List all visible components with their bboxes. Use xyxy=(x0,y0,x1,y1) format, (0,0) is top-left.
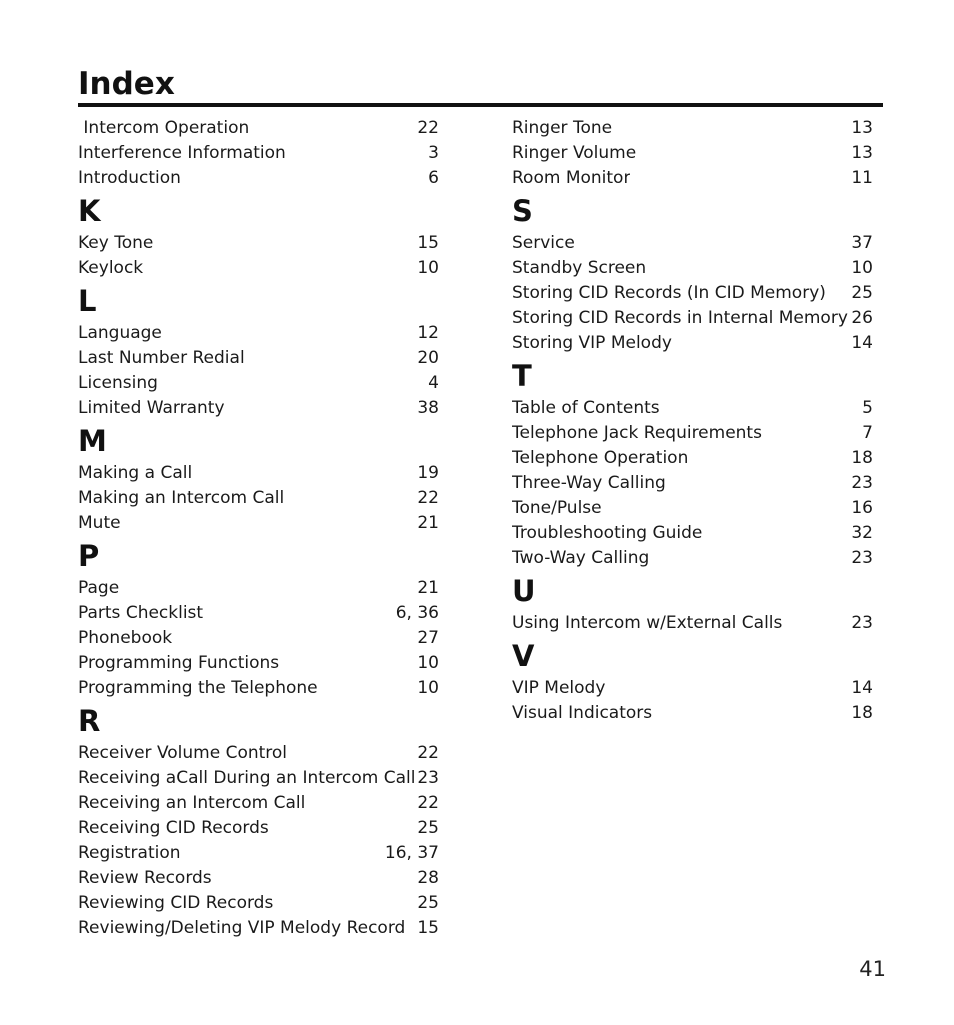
index-entry-name: Phonebook xyxy=(78,628,173,648)
index-entry xyxy=(512,281,873,306)
index-entry-page: 16, 37 xyxy=(384,843,439,863)
page-title: Index xyxy=(78,66,175,102)
index-entry xyxy=(78,461,439,486)
section-letter: U xyxy=(512,574,536,608)
index-entry-page: 25 xyxy=(417,893,439,913)
index-entry-name: Receiving CID Records xyxy=(78,818,269,838)
index-column-right xyxy=(512,116,873,726)
page-number: 41 xyxy=(859,957,886,981)
index-entry xyxy=(78,651,439,676)
index-entry-page: 32 xyxy=(851,523,873,543)
index-entry-page: 10 xyxy=(417,258,439,278)
section-letter: R xyxy=(78,704,101,738)
index-entry-name: Two-Way Calling xyxy=(512,548,650,568)
index-entry xyxy=(78,676,439,701)
index-entry xyxy=(512,166,873,191)
index-entry-name: Review Records xyxy=(78,868,212,888)
index-entry xyxy=(512,521,873,546)
index-entry-name: Key Tone xyxy=(78,233,154,253)
index-entry xyxy=(78,321,439,346)
index-entry xyxy=(512,421,873,446)
index-entry-page: 11 xyxy=(851,168,873,188)
index-entry-name: Room Monitor xyxy=(512,168,631,188)
index-entry xyxy=(512,471,873,496)
index-entry-name: Troubleshooting Guide xyxy=(512,523,703,543)
index-entry-name: Telephone Operation xyxy=(512,448,689,468)
index-entry-page: 23 xyxy=(851,473,873,493)
index-entry-name: Table of Contents xyxy=(512,398,660,418)
index-entry-name: Parts Checklist xyxy=(78,603,204,623)
index-entry-name: Using Intercom w/External Calls xyxy=(512,613,783,633)
index-column-left xyxy=(78,116,439,941)
index-entry-name: Limited Warranty xyxy=(78,398,225,418)
index-entry xyxy=(78,741,439,766)
index-entry-page: 38 xyxy=(417,398,439,418)
index-entry-name: Tone/Pulse xyxy=(512,498,602,518)
index-entry-name: Ringer Volume xyxy=(512,143,637,163)
index-entry-name: Programming the Telephone xyxy=(78,678,318,698)
section-letter: M xyxy=(78,424,107,458)
index-entry-name: Reviewing/Deleting VIP Melody Record xyxy=(78,918,406,938)
index-entry-name: Storing VIP Melody xyxy=(512,333,672,353)
index-entry-name: Programming Functions xyxy=(78,653,280,673)
index-entry xyxy=(512,141,873,166)
index-entry xyxy=(78,116,439,141)
index-entry xyxy=(78,256,439,281)
index-entry xyxy=(78,816,439,841)
index-entry-page: 3 xyxy=(428,143,439,163)
index-entry-page: 20 xyxy=(417,348,439,368)
index-entry-page: 19 xyxy=(417,463,439,483)
index-entry xyxy=(512,396,873,421)
index-entry-name: Keylock xyxy=(78,258,144,278)
index-entry-page: 28 xyxy=(417,868,439,888)
index-entry-page: 25 xyxy=(417,818,439,838)
section-letter: L xyxy=(78,284,97,318)
index-entry-page: 27 xyxy=(417,628,439,648)
section-letter: S xyxy=(512,194,533,228)
index-entry xyxy=(78,601,439,626)
index-entry-page: 15 xyxy=(417,918,439,938)
index-entry-page: 23 xyxy=(417,768,439,788)
index-entry xyxy=(78,486,439,511)
index-entry xyxy=(78,766,439,791)
index-entry-name: Ringer Tone xyxy=(512,118,613,138)
index-entry-page: 26 xyxy=(851,308,873,328)
index-entry xyxy=(78,166,439,191)
index-entry xyxy=(512,676,873,701)
index-entry-page: 16 xyxy=(851,498,873,518)
index-entry xyxy=(78,891,439,916)
index-entry xyxy=(78,866,439,891)
index-entry-name: Introduction xyxy=(78,168,181,188)
index-entry-name: Service xyxy=(512,233,575,253)
index-entry-name: Mute xyxy=(78,513,121,533)
index-entry xyxy=(78,626,439,651)
index-entry-page: 22 xyxy=(417,793,439,813)
index-entry-name: Receiving aCall During an Intercom Call xyxy=(78,768,416,788)
index-entry xyxy=(78,576,439,601)
section-letter: K xyxy=(78,194,101,228)
index-entry xyxy=(512,496,873,521)
index-entry-page: 22 xyxy=(417,743,439,763)
index-entry-name: Interference Information xyxy=(78,143,286,163)
index-entry-page: 12 xyxy=(417,323,439,343)
section-letter: V xyxy=(512,639,535,673)
index-entry xyxy=(78,791,439,816)
index-entry xyxy=(78,231,439,256)
index-entry-page: 25 xyxy=(851,283,873,303)
index-entry-page: 4 xyxy=(428,373,439,393)
index-entry xyxy=(78,141,439,166)
index-entry-page: 18 xyxy=(851,448,873,468)
index-entry-name: Making an Intercom Call xyxy=(78,488,285,508)
section-letter: T xyxy=(512,359,532,393)
index-entry-page: 23 xyxy=(851,548,873,568)
index-entry-page: 7 xyxy=(862,423,873,443)
index-entry-name: Three-Way Calling xyxy=(512,473,666,493)
index-entry-page: 10 xyxy=(851,258,873,278)
index-entry-name: Language xyxy=(78,323,162,343)
index-entry-page: 5 xyxy=(862,398,873,418)
index-entry xyxy=(78,916,439,941)
section-letter: P xyxy=(78,539,100,573)
index-entry-page: 37 xyxy=(851,233,873,253)
index-entry xyxy=(78,511,439,536)
index-entry-page: 14 xyxy=(851,333,873,353)
index-entry-page: 21 xyxy=(417,513,439,533)
index-entry xyxy=(512,331,873,356)
index-entry-name: Visual Indicators xyxy=(512,703,653,723)
index-entry-name: Reviewing CID Records xyxy=(78,893,274,913)
index-entry xyxy=(512,611,873,636)
index-entry xyxy=(78,396,439,421)
index-entry-name: Making a Call xyxy=(78,463,193,483)
index-entry-page: 6, 36 xyxy=(395,603,439,623)
index-entry-page: 15 xyxy=(417,233,439,253)
index-entry-page: 13 xyxy=(851,143,873,163)
index-entry-name: Telephone Jack Requirements xyxy=(512,423,762,443)
index-entry-name: Receiver Volume Control xyxy=(78,743,288,763)
index-entry-name: Registration xyxy=(78,843,181,863)
index-entry xyxy=(78,371,439,396)
index-entry xyxy=(512,546,873,571)
index-entry-name: Licensing xyxy=(78,373,158,393)
index-entry-name: VIP Melody xyxy=(512,678,606,698)
index-entry-name: Last Number Redial xyxy=(78,348,245,368)
index-entry-page: 10 xyxy=(417,653,439,673)
index-entry-name: Intercom Operation xyxy=(78,118,250,138)
index-entry xyxy=(512,116,873,141)
index-entry xyxy=(512,446,873,471)
index-entry xyxy=(512,256,873,281)
index-entry xyxy=(78,346,439,371)
index-entry-page: 22 xyxy=(417,118,439,138)
index-entry-page: 23 xyxy=(851,613,873,633)
title-underline xyxy=(78,103,883,107)
index-entry-page: 21 xyxy=(417,578,439,598)
index-entry-name: Storing CID Records (In CID Memory) xyxy=(512,283,826,303)
index-entry-name: Standby Screen xyxy=(512,258,647,278)
index-entry xyxy=(512,701,873,726)
index-entry xyxy=(78,841,439,866)
index-entry-name: Receiving an Intercom Call xyxy=(78,793,306,813)
index-entry xyxy=(512,306,873,331)
index-entry xyxy=(512,231,873,256)
index-entry-page: 6 xyxy=(428,168,439,188)
index-entry-page: 14 xyxy=(851,678,873,698)
index-entry-page: 22 xyxy=(417,488,439,508)
index-entry-page: 10 xyxy=(417,678,439,698)
index-entry-page: 13 xyxy=(851,118,873,138)
index-entry-name: Storing CID Records in Internal Memory xyxy=(512,308,848,328)
index-entry-page: 18 xyxy=(851,703,873,723)
index-entry-name: Page xyxy=(78,578,120,598)
